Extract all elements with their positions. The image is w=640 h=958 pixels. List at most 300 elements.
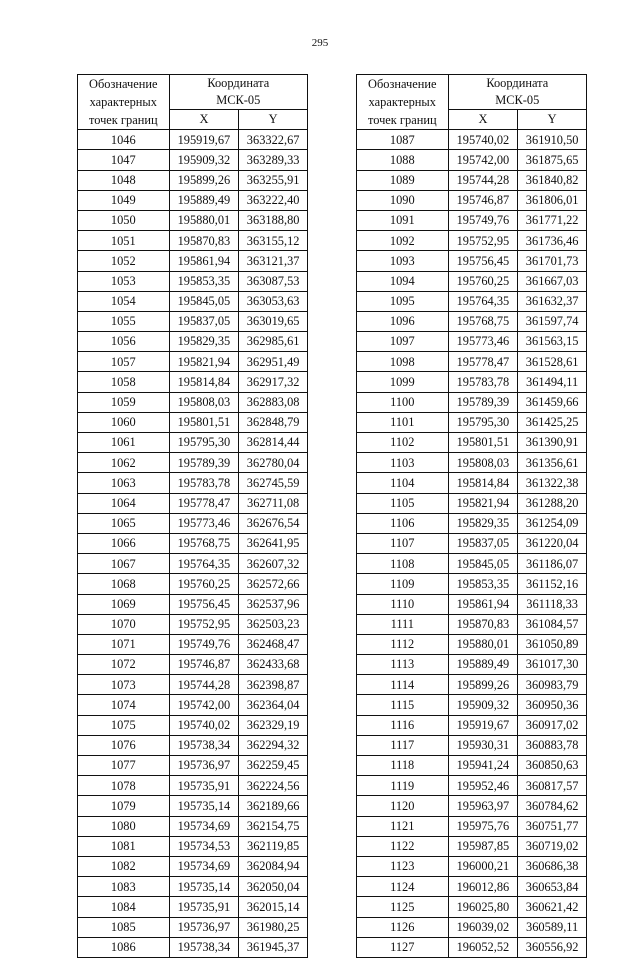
point-number-cell: 1112 [357, 634, 449, 654]
table-row [78, 877, 308, 897]
x-coordinate-cell: 195870,83 [448, 614, 518, 634]
table-row [78, 453, 308, 473]
table-row [78, 675, 308, 695]
table-row [78, 816, 308, 836]
y-coordinate-cell: 360653,84 [518, 877, 587, 897]
point-label-header [78, 75, 170, 130]
point-number-cell: 1082 [78, 856, 170, 876]
x-coordinate-cell: 195756,45 [169, 594, 239, 614]
y-coordinate-cell: 363289,33 [239, 150, 308, 170]
table-row [357, 776, 587, 796]
header-label-line: точек границ [88, 113, 158, 127]
y-coordinate-cell: 360950,36 [518, 695, 587, 715]
point-number-cell: 1046 [78, 130, 170, 150]
table-row [357, 130, 587, 150]
x-coordinate-cell: 195861,94 [448, 594, 518, 614]
x-coordinate-cell: 195899,26 [169, 170, 239, 190]
y-coordinate-cell: 360589,11 [518, 917, 587, 937]
y-coordinate-cell: 361563,15 [518, 332, 587, 352]
point-number-cell: 1102 [357, 433, 449, 453]
point-number-cell: 1099 [357, 372, 449, 392]
x-coordinate-cell: 195853,35 [169, 271, 239, 291]
table-row [78, 917, 308, 937]
table-row [78, 856, 308, 876]
x-coordinate-cell: 195783,78 [169, 473, 239, 493]
y-coordinate-cell: 360784,62 [518, 796, 587, 816]
table-row [357, 433, 587, 453]
point-number-cell: 1080 [78, 816, 170, 836]
point-label-header [357, 75, 449, 130]
point-number-cell: 1058 [78, 372, 170, 392]
point-number-cell: 1113 [357, 655, 449, 675]
y-coordinate-cell: 361701,73 [518, 251, 587, 271]
table-row [78, 554, 308, 574]
y-coordinate-cell: 363019,65 [239, 311, 308, 331]
point-number-cell: 1049 [78, 190, 170, 210]
y-coordinate-cell: 361084,57 [518, 614, 587, 634]
point-number-cell: 1078 [78, 776, 170, 796]
point-number-cell: 1055 [78, 311, 170, 331]
y-coordinate-cell: 363322,67 [239, 130, 308, 150]
point-number-cell: 1076 [78, 735, 170, 755]
y-coordinate-cell: 362329,19 [239, 715, 308, 735]
x-coordinate-cell: 195899,26 [448, 675, 518, 695]
x-coordinate-cell: 195778,47 [448, 352, 518, 372]
x-coordinate-cell: 195845,05 [169, 291, 239, 311]
y-coordinate-cell: 363222,40 [239, 190, 308, 210]
table-row [357, 735, 587, 755]
y-coordinate-cell: 361220,04 [518, 533, 587, 553]
table-row [357, 332, 587, 352]
y-coordinate-cell: 361667,03 [518, 271, 587, 291]
y-coordinate-cell: 360917,02 [518, 715, 587, 735]
point-number-cell: 1081 [78, 836, 170, 856]
x-coordinate-cell: 195808,03 [448, 453, 518, 473]
table-row [357, 594, 587, 614]
point-number-cell: 1115 [357, 695, 449, 715]
point-number-cell: 1108 [357, 554, 449, 574]
x-coordinate-cell: 195734,69 [169, 856, 239, 876]
table-body [357, 130, 587, 958]
x-coordinate-cell: 195837,05 [448, 533, 518, 553]
point-number-cell: 1104 [357, 473, 449, 493]
x-coordinate-cell: 195734,53 [169, 836, 239, 856]
x-coordinate-cell: 195975,76 [448, 816, 518, 836]
y-coordinate-cell: 362883,08 [239, 392, 308, 412]
header-label-line: характерных [89, 95, 157, 109]
x-coordinate-cell: 195880,01 [448, 634, 518, 654]
x-coordinate-cell: 195814,84 [448, 473, 518, 493]
x-coordinate-cell: 195773,46 [448, 332, 518, 352]
y-coordinate-cell: 362050,04 [239, 877, 308, 897]
coordinates-table-left [77, 74, 308, 958]
x-coordinate-cell: 195773,46 [169, 513, 239, 533]
x-coordinate-cell: 195952,46 [448, 776, 518, 796]
table-row [357, 311, 587, 331]
y-coordinate-cell: 362119,85 [239, 836, 308, 856]
header-coord-line: МСК-05 [216, 93, 261, 107]
y-coordinate-cell: 363053,63 [239, 291, 308, 311]
table-row [357, 251, 587, 271]
x-coordinate-cell: 195742,00 [448, 150, 518, 170]
y-coordinate-cell: 361840,82 [518, 170, 587, 190]
point-number-cell: 1048 [78, 170, 170, 190]
y-coordinate-cell: 362711,08 [239, 493, 308, 513]
y-coordinate-cell: 362468,47 [239, 634, 308, 654]
point-number-cell: 1063 [78, 473, 170, 493]
point-number-cell: 1123 [357, 856, 449, 876]
point-number-cell: 1075 [78, 715, 170, 735]
table-row [357, 675, 587, 695]
y-coordinate-cell: 362572,66 [239, 574, 308, 594]
table-row [357, 210, 587, 230]
point-number-cell: 1059 [78, 392, 170, 412]
point-number-cell: 1122 [357, 836, 449, 856]
point-number-cell: 1054 [78, 291, 170, 311]
point-number-cell: 1118 [357, 756, 449, 776]
y-coordinate-cell: 361945,37 [239, 937, 308, 957]
table-row [357, 170, 587, 190]
point-number-cell: 1100 [357, 392, 449, 412]
y-coordinate-cell: 361356,61 [518, 453, 587, 473]
y-coordinate-cell: 360883,78 [518, 735, 587, 755]
point-number-cell: 1068 [78, 574, 170, 594]
y-coordinate-cell: 361736,46 [518, 231, 587, 251]
x-coordinate-cell: 195736,97 [169, 917, 239, 937]
x-coordinate-cell: 195963,97 [448, 796, 518, 816]
table-row [357, 412, 587, 432]
x-coordinate-cell: 195821,94 [169, 352, 239, 372]
table-row [78, 352, 308, 372]
x-coordinate-cell: 195801,51 [169, 412, 239, 432]
y-coordinate-cell: 360719,02 [518, 836, 587, 856]
x-coordinate-cell: 195861,94 [169, 251, 239, 271]
x-coordinate-cell: 195789,39 [169, 453, 239, 473]
table-row [78, 473, 308, 493]
x-coordinate-cell: 195783,78 [448, 372, 518, 392]
point-number-cell: 1120 [357, 796, 449, 816]
x-coordinate-cell: 195768,75 [448, 311, 518, 331]
point-number-cell: 1094 [357, 271, 449, 291]
header-coord-line: Координата [207, 76, 270, 90]
x-coordinate-cell: 196025,80 [448, 897, 518, 917]
y-coordinate-cell: 362224,56 [239, 776, 308, 796]
point-number-cell: 1053 [78, 271, 170, 291]
x-coordinate-cell: 195987,85 [448, 836, 518, 856]
y-coordinate-cell: 363155,12 [239, 231, 308, 251]
table-row [78, 594, 308, 614]
y-coordinate-cell: 362259,45 [239, 756, 308, 776]
x-coordinate-cell: 195778,47 [169, 493, 239, 513]
point-number-cell: 1098 [357, 352, 449, 372]
point-number-cell: 1060 [78, 412, 170, 432]
y-coordinate-cell: 361050,89 [518, 634, 587, 654]
x-coordinate-cell: 195853,35 [448, 574, 518, 594]
table-row [78, 372, 308, 392]
table-row [78, 210, 308, 230]
point-number-cell: 1066 [78, 533, 170, 553]
x-coordinate-cell: 195837,05 [169, 311, 239, 331]
x-coordinate-cell: 195749,76 [169, 634, 239, 654]
y-coordinate-cell: 362814,44 [239, 433, 308, 453]
y-coordinate-cell: 363087,53 [239, 271, 308, 291]
y-coordinate-cell: 361459,66 [518, 392, 587, 412]
table-row [78, 291, 308, 311]
table-row [357, 372, 587, 392]
table-row [357, 917, 587, 937]
table-row [357, 655, 587, 675]
header-label-line: Обозначение [368, 77, 437, 91]
header-coord-line: Координата [486, 76, 549, 90]
point-number-cell: 1088 [357, 150, 449, 170]
x-coordinate-cell: 195889,49 [169, 190, 239, 210]
table-row [357, 695, 587, 715]
point-number-cell: 1050 [78, 210, 170, 230]
x-column-header: X [169, 110, 239, 130]
y-coordinate-cell: 361186,07 [518, 554, 587, 574]
table-row [78, 251, 308, 271]
y-coordinate-cell: 361494,11 [518, 372, 587, 392]
coordinates-table-right [356, 74, 587, 958]
table-row [78, 150, 308, 170]
point-number-cell: 1079 [78, 796, 170, 816]
x-coordinate-cell: 195909,32 [169, 150, 239, 170]
table-row [78, 332, 308, 352]
x-coordinate-cell: 195736,97 [169, 756, 239, 776]
table-row [78, 392, 308, 412]
header-label-line: точек границ [367, 113, 437, 127]
x-coordinate-cell: 195789,39 [448, 392, 518, 412]
x-coordinate-cell: 195829,35 [448, 513, 518, 533]
y-coordinate-cell: 362433,68 [239, 655, 308, 675]
y-column-header: Y [239, 110, 308, 130]
y-coordinate-cell: 361254,09 [518, 513, 587, 533]
x-coordinate-cell: 195829,35 [169, 332, 239, 352]
y-coordinate-cell: 360751,77 [518, 816, 587, 836]
table-row [357, 271, 587, 291]
header-coord-line: МСК-05 [495, 93, 540, 107]
y-coordinate-cell: 362951,49 [239, 352, 308, 372]
point-number-cell: 1067 [78, 554, 170, 574]
table-row [357, 554, 587, 574]
y-coordinate-cell: 363188,80 [239, 210, 308, 230]
x-coordinate-cell: 195744,28 [448, 170, 518, 190]
point-number-cell: 1124 [357, 877, 449, 897]
table-row [78, 493, 308, 513]
y-coordinate-cell: 362537,96 [239, 594, 308, 614]
y-coordinate-cell: 360983,79 [518, 675, 587, 695]
table-row [357, 614, 587, 634]
point-number-cell: 1087 [357, 130, 449, 150]
point-number-cell: 1117 [357, 735, 449, 755]
table-row [78, 756, 308, 776]
table-row [78, 311, 308, 331]
table-row [357, 231, 587, 251]
point-number-cell: 1110 [357, 594, 449, 614]
x-coordinate-cell: 195749,76 [448, 210, 518, 230]
x-coordinate-cell: 195738,34 [169, 937, 239, 957]
y-coordinate-cell: 360556,92 [518, 937, 587, 957]
x-coordinate-cell: 195746,87 [169, 655, 239, 675]
y-coordinate-cell: 362780,04 [239, 453, 308, 473]
point-number-cell: 1111 [357, 614, 449, 634]
point-number-cell: 1073 [78, 675, 170, 695]
y-coordinate-cell: 361771,22 [518, 210, 587, 230]
table-row [78, 433, 308, 453]
y-coordinate-cell: 362398,87 [239, 675, 308, 695]
table-row [78, 574, 308, 594]
x-coordinate-cell: 195941,24 [448, 756, 518, 776]
x-coordinate-cell: 195801,51 [448, 433, 518, 453]
y-coordinate-cell: 360850,63 [518, 756, 587, 776]
x-coordinate-cell: 195752,95 [448, 231, 518, 251]
point-number-cell: 1084 [78, 897, 170, 917]
x-coordinate-cell: 195735,14 [169, 796, 239, 816]
table-row [78, 231, 308, 251]
y-coordinate-cell: 361980,25 [239, 917, 308, 937]
x-coordinate-cell: 195735,91 [169, 897, 239, 917]
coordinate-header [169, 75, 307, 110]
point-number-cell: 1096 [357, 311, 449, 331]
y-coordinate-cell: 361597,74 [518, 311, 587, 331]
point-number-cell: 1071 [78, 634, 170, 654]
point-number-cell: 1116 [357, 715, 449, 735]
table-row [78, 897, 308, 917]
y-coordinate-cell: 362745,59 [239, 473, 308, 493]
y-coordinate-cell: 361910,50 [518, 130, 587, 150]
y-coordinate-cell: 361875,65 [518, 150, 587, 170]
x-coordinate-cell: 195735,91 [169, 776, 239, 796]
coordinate-header [448, 75, 586, 110]
y-coordinate-cell: 362015,14 [239, 897, 308, 917]
y-coordinate-cell: 362917,32 [239, 372, 308, 392]
y-coordinate-cell: 363121,37 [239, 251, 308, 271]
y-coordinate-cell: 362294,32 [239, 735, 308, 755]
x-coordinate-cell: 195760,25 [448, 271, 518, 291]
y-coordinate-cell: 362607,32 [239, 554, 308, 574]
x-coordinate-cell: 195808,03 [169, 392, 239, 412]
y-coordinate-cell: 362985,61 [239, 332, 308, 352]
y-coordinate-cell: 361528,61 [518, 352, 587, 372]
x-coordinate-cell: 195738,34 [169, 735, 239, 755]
table-row [357, 190, 587, 210]
y-coordinate-cell: 362641,95 [239, 533, 308, 553]
y-coordinate-cell: 360817,57 [518, 776, 587, 796]
point-number-cell: 1061 [78, 433, 170, 453]
table-row [78, 170, 308, 190]
table-row [78, 735, 308, 755]
table-row [78, 715, 308, 735]
table-row [78, 695, 308, 715]
x-coordinate-cell: 195795,30 [169, 433, 239, 453]
y-coordinate-cell: 361425,25 [518, 412, 587, 432]
table-row [357, 513, 587, 533]
x-coordinate-cell: 195742,00 [169, 695, 239, 715]
table-row [357, 856, 587, 876]
x-coordinate-cell: 195756,45 [448, 251, 518, 271]
point-number-cell: 1119 [357, 776, 449, 796]
y-coordinate-cell: 361118,33 [518, 594, 587, 614]
x-coordinate-cell: 195740,02 [448, 130, 518, 150]
point-number-cell: 1097 [357, 332, 449, 352]
y-coordinate-cell: 362084,94 [239, 856, 308, 876]
table-row [357, 473, 587, 493]
point-number-cell: 1051 [78, 231, 170, 251]
x-coordinate-cell: 195746,87 [448, 190, 518, 210]
y-coordinate-cell: 360621,42 [518, 897, 587, 917]
point-number-cell: 1064 [78, 493, 170, 513]
x-coordinate-cell: 195814,84 [169, 372, 239, 392]
y-coordinate-cell: 362503,23 [239, 614, 308, 634]
point-number-cell: 1056 [78, 332, 170, 352]
x-coordinate-cell: 195764,35 [169, 554, 239, 574]
y-coordinate-cell: 362154,75 [239, 816, 308, 836]
y-coordinate-cell: 363255,91 [239, 170, 308, 190]
point-number-cell: 1083 [78, 877, 170, 897]
x-coordinate-cell: 195909,32 [448, 695, 518, 715]
table-row [78, 634, 308, 654]
table-row [78, 412, 308, 432]
table-row [357, 877, 587, 897]
table-body [78, 130, 308, 958]
x-coordinate-cell: 195880,01 [169, 210, 239, 230]
point-number-cell: 1052 [78, 251, 170, 271]
point-number-cell: 1101 [357, 412, 449, 432]
table-row [357, 816, 587, 836]
point-number-cell: 1077 [78, 756, 170, 776]
point-number-cell: 1107 [357, 533, 449, 553]
x-coordinate-cell: 196052,52 [448, 937, 518, 957]
y-coordinate-cell: 362676,54 [239, 513, 308, 533]
table-row [78, 937, 308, 957]
x-coordinate-cell: 195752,95 [169, 614, 239, 634]
x-coordinate-cell: 195764,35 [448, 291, 518, 311]
table-row [78, 655, 308, 675]
table-row [78, 614, 308, 634]
header-label-line: Обозначение [89, 77, 158, 91]
x-coordinate-cell: 195930,31 [448, 735, 518, 755]
table-row [78, 513, 308, 533]
x-coordinate-cell: 195740,02 [169, 715, 239, 735]
y-coordinate-cell: 362189,66 [239, 796, 308, 816]
x-coordinate-cell: 196039,02 [448, 917, 518, 937]
point-number-cell: 1086 [78, 937, 170, 957]
table-row [357, 937, 587, 957]
table-row [357, 715, 587, 735]
point-number-cell: 1090 [357, 190, 449, 210]
point-number-cell: 1091 [357, 210, 449, 230]
y-column-header: Y [518, 110, 587, 130]
y-coordinate-cell: 360686,38 [518, 856, 587, 876]
y-coordinate-cell: 361390,91 [518, 433, 587, 453]
table-row [78, 190, 308, 210]
x-coordinate-cell: 195845,05 [448, 554, 518, 574]
x-coordinate-cell: 195919,67 [169, 130, 239, 150]
point-number-cell: 1065 [78, 513, 170, 533]
point-number-cell: 1106 [357, 513, 449, 533]
point-number-cell: 1095 [357, 291, 449, 311]
point-number-cell: 1057 [78, 352, 170, 372]
x-column-header: X [448, 110, 518, 130]
table-row [357, 291, 587, 311]
point-number-cell: 1085 [78, 917, 170, 937]
point-number-cell: 1127 [357, 937, 449, 957]
table-row [357, 352, 587, 372]
table-row [78, 130, 308, 150]
y-coordinate-cell: 362848,79 [239, 412, 308, 432]
x-coordinate-cell: 195889,49 [448, 655, 518, 675]
point-number-cell: 1126 [357, 917, 449, 937]
